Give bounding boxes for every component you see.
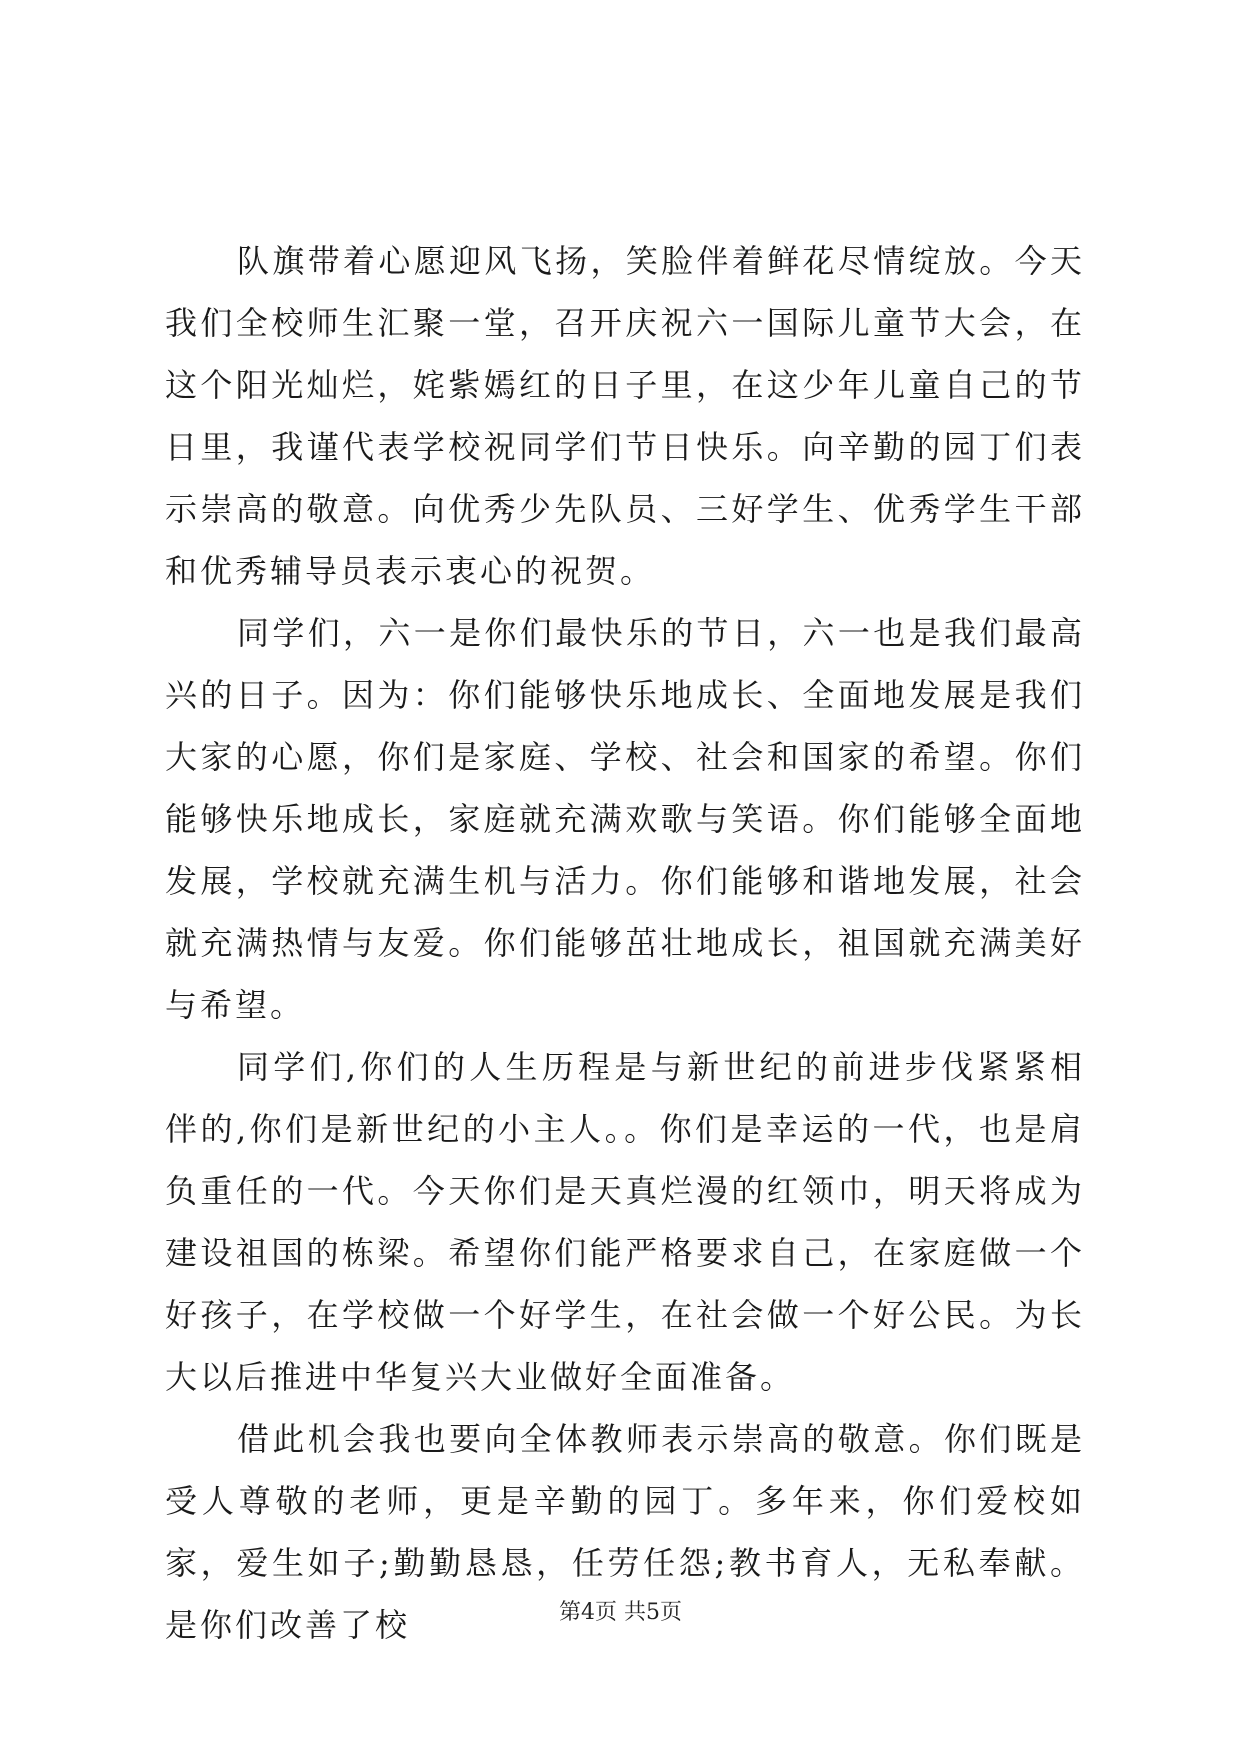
document-body [165, 230, 1085, 1656]
paragraph-1: 队旗带着心愿迎风飞扬，笑脸伴着鲜花尽情绽放。今天我们全校师生汇聚一堂，召开庆祝六一国际儿童节大会，在这个阳光灿烂，姹紫嫣红的日子里，在这少年儿童自己的节日里，我谨代表学校祝同学们节日快乐。向辛勤的园丁们表示崇高的敬意。向优秀少先队员、三好学生、优秀学生干部和优秀辅导员表示衷心的祝贺。 [165, 242, 1085, 590]
page-footer [0, 1598, 1241, 1628]
paragraph-4: 借此机会我也要向全体教师表示崇高的敬意。你们既是受人尊敬的老师，更是辛勤的园丁。多年来，你们爱校如家，爱生如子;勤勤恳恳，任劳任怨;教书育人，无私奉献。是你们改善了校 [165, 1420, 1085, 1644]
paragraph-3: 同学们,你们的人生历程是与新世纪的前进步伐紧紧相伴的,你们是新世纪的小主人。。你们是幸运的一代，也是肩负重任的一代。今天你们是天真烂漫的红领巾，明天将成为建设祖国的栋梁。希望你们能严格要求自己，在家庭做一个好孩子，在学校做一个好学生，在社会做一个好公民。为长大以后推进中华复兴大业做好全面准备。 [165, 1048, 1085, 1396]
page-number: 第4页 共5页 [559, 1600, 682, 1625]
paragraph-2: 同学们，六一是你们最快乐的节日，六一也是我们最高兴的日子。因为：你们能够快乐地成长、全面地发展是我们大家的心愿，你们是家庭、学校、社会和国家的希望。你们能够快乐地成长，家庭就充满欢歌与笑语。你们能够全面地发展，学校就充满生机与活力。你们能够和谐地发展，社会就充满热情与友爱。你们能够茁壮地成长，祖国就充满美好与希望。 [165, 614, 1085, 1024]
